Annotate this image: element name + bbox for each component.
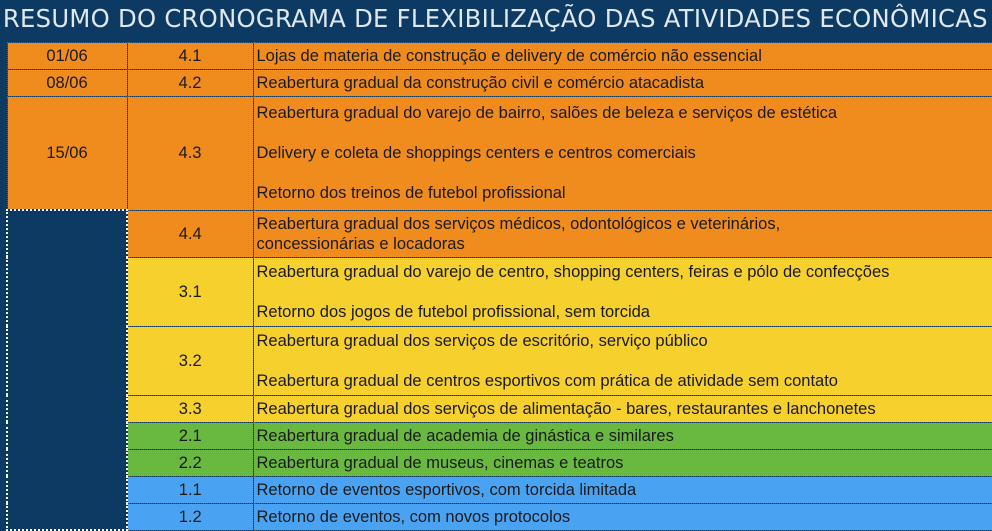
table-row (7, 70, 992, 97)
activity-cell: Lojas de materia de construção e delivery de comércio não essencial (253, 43, 992, 70)
phase-cell: 1.2 (127, 503, 253, 530)
activity-cell (253, 257, 992, 326)
table-row (7, 395, 992, 422)
activity-line: Delivery e coleta de shoppings centers e centros comerciais (256, 144, 696, 163)
table-row (7, 97, 992, 211)
activity-line: Reabertura gradual de centros esportivos com prática de atividade sem contato (256, 371, 838, 390)
phase-cell: 1.1 (127, 476, 253, 503)
activity-cell (253, 210, 992, 257)
table-row (7, 449, 992, 476)
activity-cell: Reabertura gradual da construção civil e comércio atacadista (253, 70, 992, 97)
table-row (7, 257, 992, 326)
activity-line: Retorno dos treinos de futebol profissional (256, 184, 566, 203)
activity-line: Retorno dos jogos de futebol profissional, sem torcida (256, 302, 650, 321)
table-row (7, 503, 992, 530)
activity-cell: Retorno de eventos, com novos protocolos (253, 503, 992, 530)
page-title: RESUMO DO CRONOGRAMA DE FLEXIBILIZAÇÃO DAS ATIVIDADES ECONÔMICAS (2, 4, 988, 33)
date-cell-empty (7, 210, 127, 530)
phase-cell: 3.1 (127, 257, 253, 326)
phase-cell: 4.2 (127, 70, 253, 97)
table-row (7, 43, 992, 70)
activity-line: Reabertura gradual do varejo de centro, shopping centers, feiras e pólo de confecções (256, 262, 890, 281)
table-row (7, 422, 992, 449)
table-row (7, 326, 992, 395)
phase-cell: 3.3 (127, 395, 253, 422)
schedule-table (6, 42, 992, 531)
date-cell: 08/06 (7, 70, 127, 97)
activity-cell (253, 326, 992, 395)
table-row (7, 210, 992, 257)
phase-cell: 4.3 (127, 97, 253, 211)
phase-cell: 2.1 (127, 422, 253, 449)
activity-cell: Reabertura gradual de academia de ginástica e similares (253, 422, 992, 449)
activity-cell (253, 97, 992, 211)
table-row (7, 476, 992, 503)
activity-cell: Retorno de eventos esportivos, com torcida limitada (253, 476, 992, 503)
activity-line: Reabertura gradual do varejo de bairro, salões de beleza e serviços de estética (256, 104, 838, 123)
date-cell: 15/06 (7, 97, 127, 211)
date-cell: 01/06 (7, 43, 127, 70)
activity-cell: Reabertura gradual dos serviços de alimentação - bares, restaurantes e lanchonetes (253, 395, 992, 422)
activity-line: Reabertura gradual dos serviços médicos, odontológicos e veterinários, (256, 214, 781, 233)
phase-cell: 3.2 (127, 326, 253, 395)
activity-cell: Reabertura gradual de museus, cinemas e teatros (253, 449, 992, 476)
phase-cell: 4.4 (127, 210, 253, 257)
phase-cell: 4.1 (127, 43, 253, 70)
phase-cell: 2.2 (127, 449, 253, 476)
activity-line: concessionárias e locadoras (256, 234, 465, 253)
activity-line: Reabertura gradual dos serviços de escritório, serviço público (256, 331, 708, 350)
